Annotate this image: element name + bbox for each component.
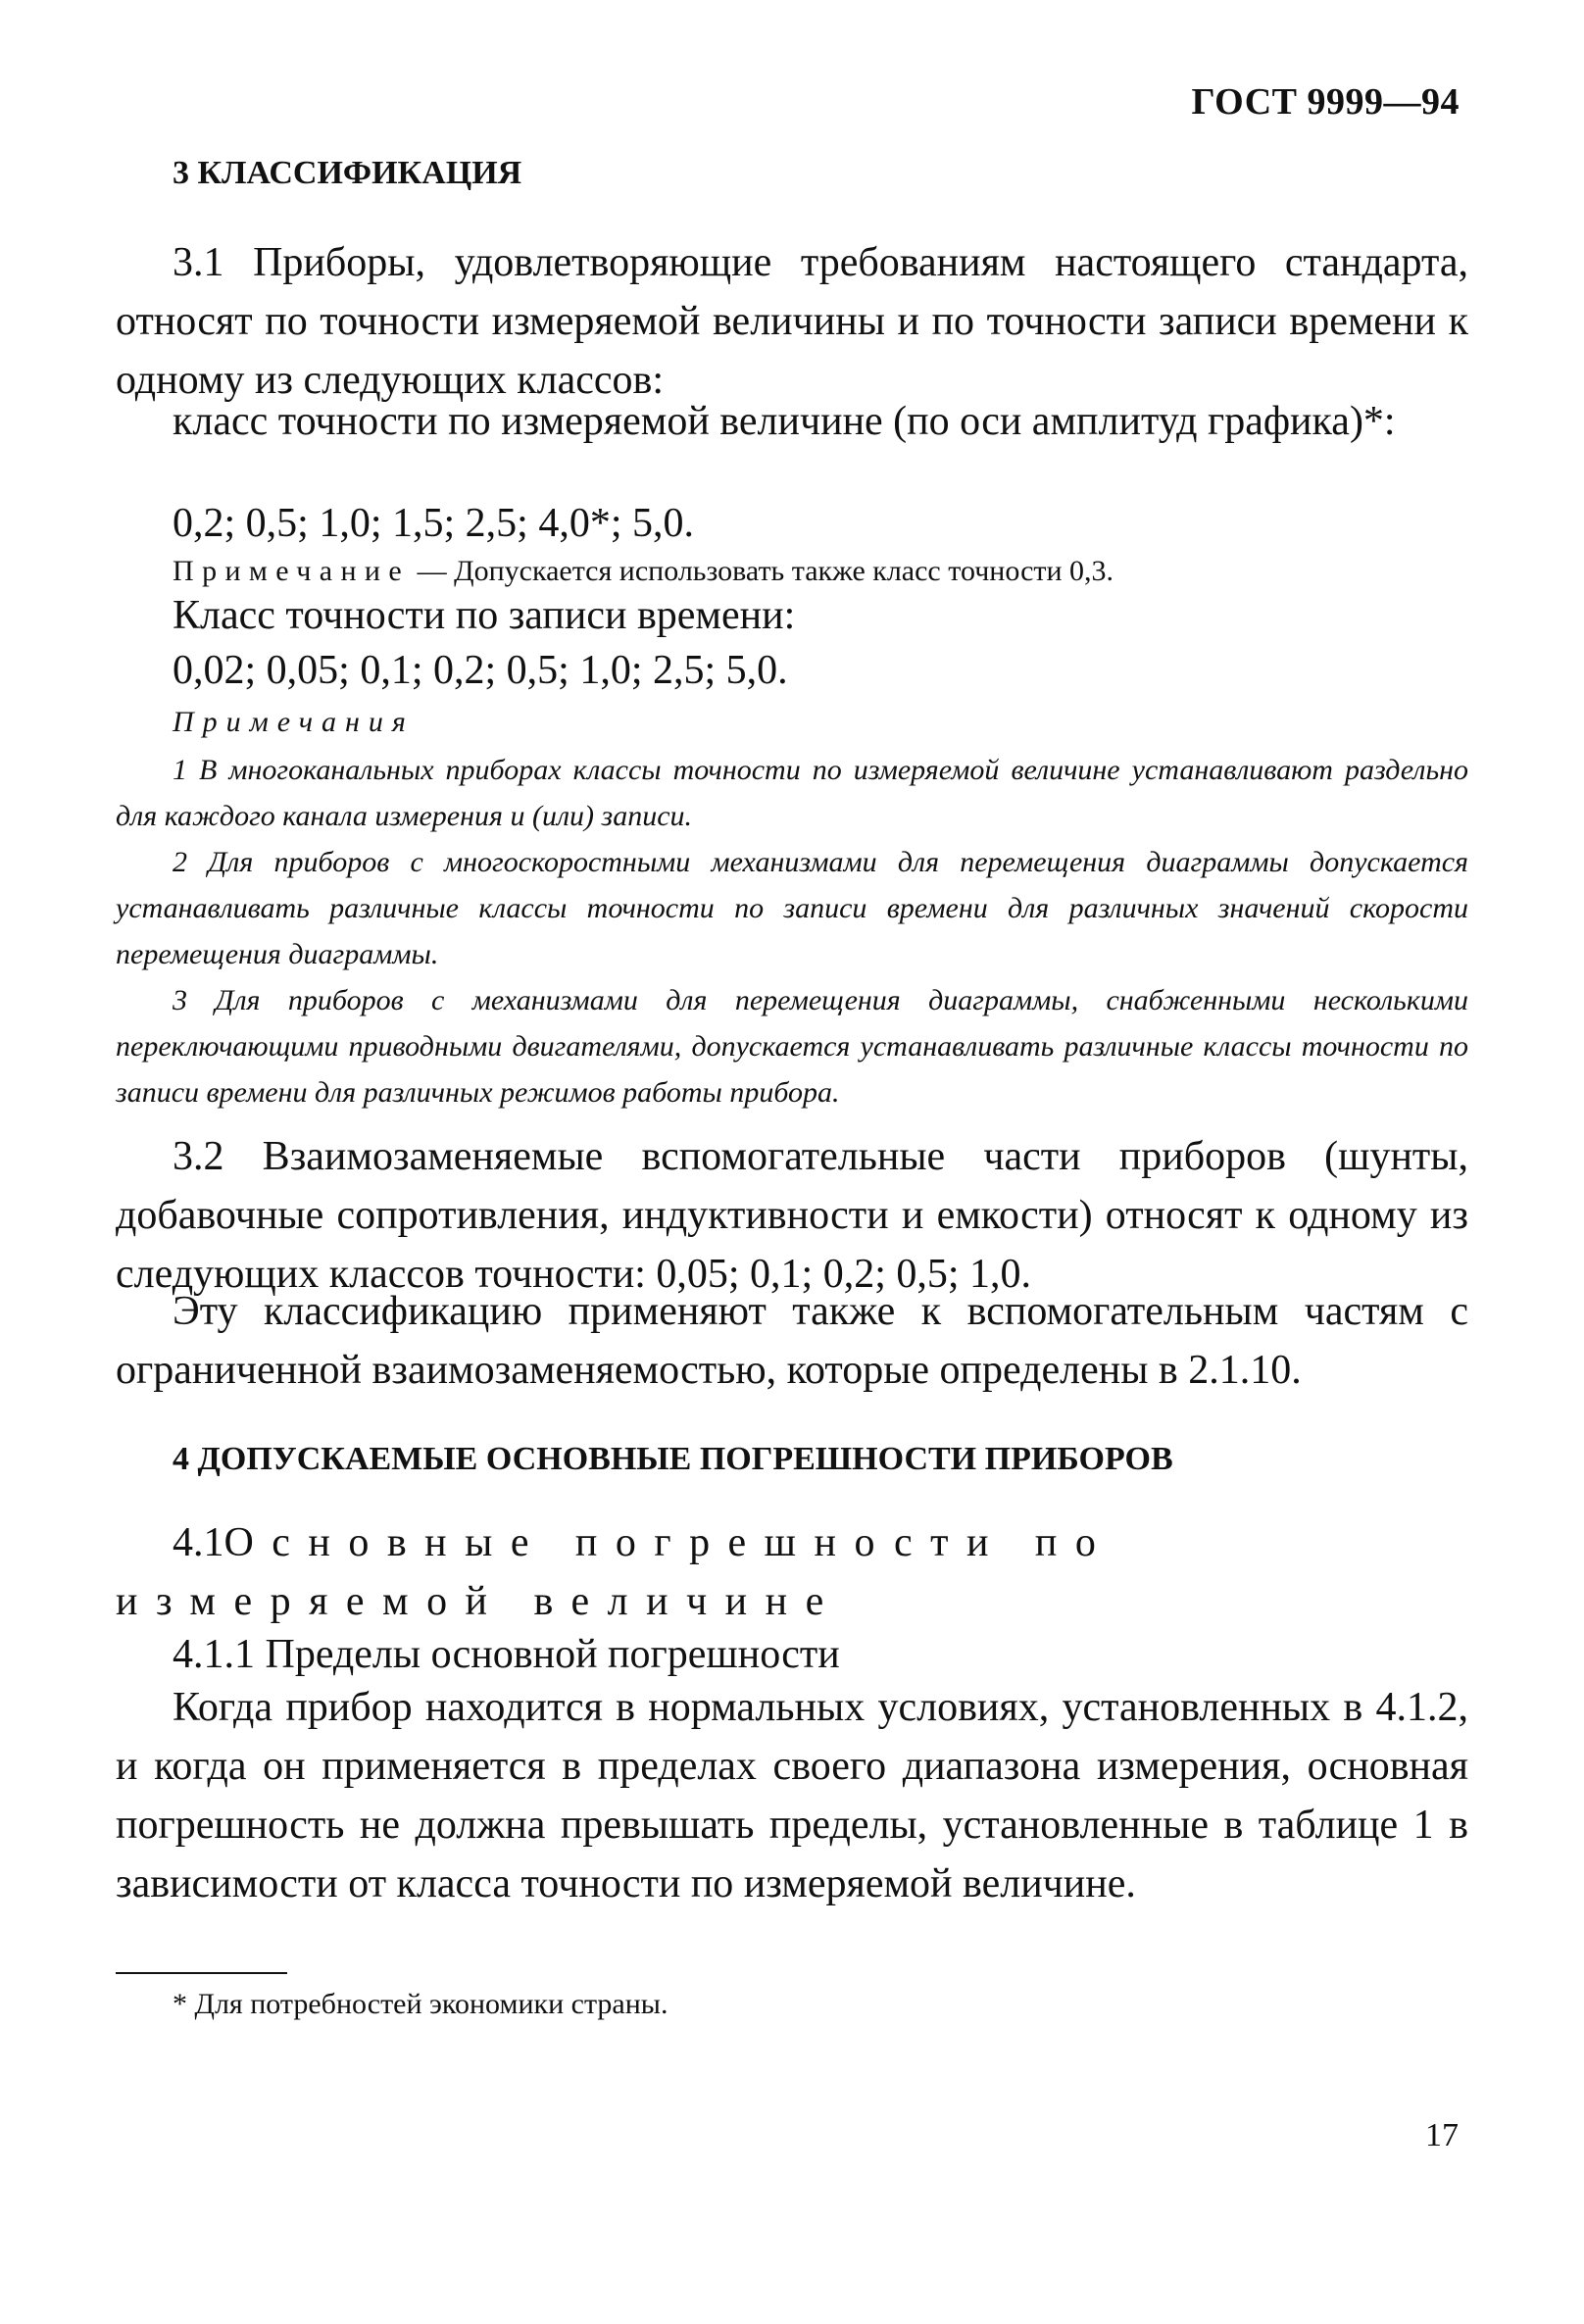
subsection-4-1-title: [116, 1513, 1468, 1631]
class-measured-label: класс точности по измеряемой величине (по оси амплитуд графика)*:: [173, 399, 1396, 444]
note-item-1: 1 В многоканальных приборах классы точности по измеряемой величине устанавливают раздельно для каждого канала измерения и (или) записи.: [116, 754, 1468, 832]
paragraph-4-1-1: Когда прибор находится в нормальных условиях, установленных в 4.1.2, и когда он применяется в пределах своего диапазона измерения, основная погрешность не должна превышать пределы, установленные в таблице 1 в зависимости от класса точности по измеряемой величине.: [116, 1685, 1468, 1906]
section-3-heading: 3 КЛАССИФИКАЦИЯ: [173, 155, 522, 191]
section-4-heading: 4 ДОПУСКАЕМЫЕ ОСНОВНЫЕ ПОГРЕШНОСТИ ПРИБОРОВ: [173, 1441, 1173, 1477]
page-number: 17: [1425, 2117, 1459, 2153]
standard-code: ГОСТ 9999—94: [1191, 81, 1460, 123]
note-text: — Допускается использовать также класс точности 0,3.: [410, 555, 1114, 587]
note-item-2: 2 Для приборов с многоскоростными механизмами для перемещения диаграммы допускается устанавливать различные классы точности по записи времени для различных значений скорости перемещения диаграммы.: [116, 846, 1468, 970]
subsection-4-1-1-title: 4.1.1 Пределы основной погрешности: [173, 1632, 840, 1677]
paragraph-3-2-extra: Эту классификацию применяют также к вспомогательным частям с ограниченной взаимозаменяемостью, которые определены в 2.1.10.: [116, 1289, 1468, 1393]
paragraph-3-2: 3.2 Взаимозаменяемые вспомогательные части приборов (шунты, добавочные сопротивления, индуктивности и емкости) относят к одному из следующих классов точности: 0,05; 0,1; 0,2; 0,5; 1,0.: [116, 1134, 1468, 1297]
paragraph-3-1: 3.1 Приборы, удовлетворяющие требованиям настоящего стандарта, относят по точности измеряемой величины и по точности записи времени к одному из следующих классов:: [116, 240, 1468, 403]
subsection-4-1-text: Основные погрешности по измеряемой величине: [116, 1520, 1114, 1624]
class-time-label: Класс точности по записи времени:: [173, 593, 796, 638]
note-label: Примечание: [173, 555, 411, 587]
class-measured-values: 0,2; 0,5; 1,0; 1,5; 2,5; 4,0*; 5,0.: [173, 501, 695, 546]
footnote-rule: [116, 1972, 287, 1974]
class-time-values: 0,02; 0,05; 0,1; 0,2; 0,5; 1,0; 2,5; 5,0.: [173, 648, 788, 693]
footnote: * Для потребностей экономики страны.: [173, 1988, 668, 2020]
notes-title: Примечания: [173, 706, 415, 738]
note-single: [173, 555, 1114, 588]
note-item-3: 3 Для приборов с механизмами для перемещения диаграммы, снабженными несколькими переключающими приводными двигателями, допускается устанавливать различные классы точности по записи времени для различных режимов работы прибора.: [116, 984, 1468, 1109]
subsection-4-1-number: 4.1: [173, 1520, 224, 1565]
